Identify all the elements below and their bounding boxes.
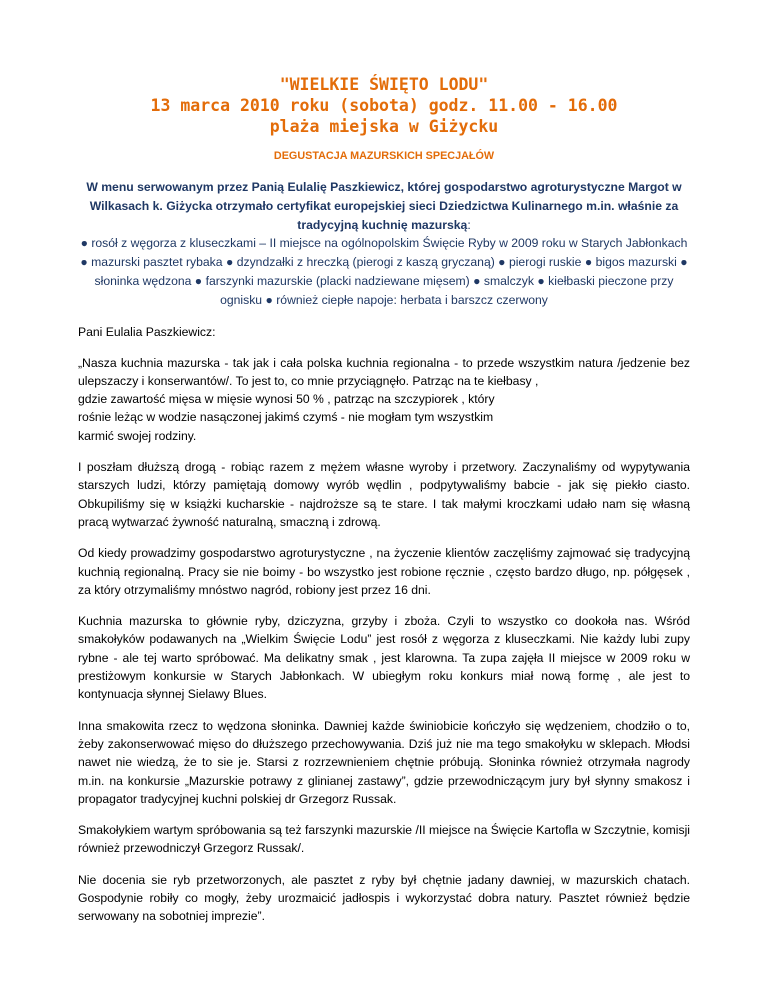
menu-item: dzyndzałki z hreczką (pierogi z kaszą gryczaną) (236, 255, 495, 270)
bullet-icon: ● (498, 255, 506, 270)
bullet-icon: ● (680, 255, 688, 270)
menu-item: smalczyk (483, 273, 534, 288)
bullet-icon: ● (265, 292, 273, 307)
menu-item: rosół z węgorza z kluseczkami – II miejsce na ogólnopolskim Święcie Ryby w 2009 roku w Starych Jabłonkach (91, 236, 688, 251)
paragraph-3: Od kiedy prowadzimy gospodarstwo agroturystyczne , na życzenie klientów zaczęliśmy zajmować się tradycyjną kuchnią regionalną. Pracy sie nie boimy - bo wszystko jest robione ręcznie , często bardzo długo, np. półgęsek , za który otrzymaliśmy mnóstwo nagród, robiony jest przez 16 dni. (78, 546, 690, 597)
paragraph-5: Inna smakowita rzecz to wędzona słoninka. Dawniej każde świniobicie kończyło się wędzeniem, chodziło o to, żeby zakonserwować mięso do dłuższego przechowywania. Dziś już nie ma tego smakołyku w sklepach. Młodsi nawet nie wiedzą, że to sie je. Starsi z rozrzewnieniem chętnie próbują. Słoninka również otrzymała nagrody m.in. na konkursie „Mazurskie potrawy z glinianej zastawy”, gdzie przewodniczącym jury był słynny smakosz i propagator tradycyjnej kuchni polskiej dr Grzegorz Russak. (78, 718, 690, 806)
menu-item: również ciepłe napoje: herbata i barszcz czerwony (276, 292, 548, 307)
bullet-icon: ● (80, 236, 88, 251)
menu-intro (78, 178, 690, 234)
paragraph-1-line-2: gdzie zawartość mięsa w mięsie wynosi 50 % , patrząc na szczypiorek , który (78, 392, 495, 407)
event-location: plaża miejska w Giżycku (269, 117, 499, 136)
event-date-time: 13 marca 2010 roku (sobota) godz. 11.00 - 16.00 (150, 96, 618, 115)
menu-item: mazurski pasztet rybaka (91, 255, 223, 270)
bullet-icon: ● (537, 273, 545, 288)
paragraph-7: Nie docenia sie ryb przetworzonych, ale pasztet z ryby był chętnie jadany dawniej, w mazurskich chatach. Gospodynie robiły co mogły, żeby urozmaicić jadłospis i wykorzystać dobra natury. Pasztet również będzie serwowany na sobotniej imprezie”. (78, 872, 690, 924)
menu-item: farszynki mazurskie (placki nadziewane mięsem) (205, 273, 470, 288)
paragraph-1 (78, 354, 690, 445)
menu-intro-text: W menu serwowanym przez Panią Eulalię Paszkiewicz, której gospodarstwo agroturystyczne Margot w Wilkasach k. Giżycka otrzymało certyfikat europejskiej sieci Dziedzictwa Kulinarnego m.in. właśnie za tradycyjną kuchnię mazurską (86, 180, 682, 232)
paragraph-1-line-3: rośnie leżąc w wodzie nasączonej jakimś czymś - nie mogłam tym wszystkim (78, 410, 494, 425)
menu-items-list (78, 234, 690, 309)
paragraph-4: Kuchnia mazurska to głównie ryby, dziczyzna, grzyby i zboża. Czyli to wszystko co dookoła nas. Wśród smakołyków podawanych na „Wielkim Święcie Lodu” jest rosół z węgorza z kluseczkami. Nie każdy lubi zupy rybne - ale tej warto spróbować. Ma delikatny smak , jest klarowna. Ta zupa zajęła II miejsce w 2009 roku w prestiżowym konkursie w Starych Jabłonkach. W ubiegłym roku konkurs miał nową formę , ale jest to kontynuacja słynnej Sielawy Blues. (78, 614, 690, 702)
menu-item: pierogi ruskie (508, 255, 582, 270)
bullet-icon: ● (584, 255, 593, 270)
paragraph-6: Smakołykiem wartym spróbowania są też farszynki mazurskie /II miejsce na Święcie Kartofla w Szczytnie, komisji również przewodniczył Grzegorz Russak/. (78, 823, 690, 856)
paragraph-1-line-4: karmić swojej rodziny. (78, 428, 197, 443)
bullet-icon: ● (80, 255, 88, 270)
menu-item: kiełbaski pieczone przy ognisku (220, 273, 674, 307)
document-content (78, 74, 690, 926)
menu-intro-colon: : (467, 217, 471, 232)
menu-item: słoninka wędzona (94, 273, 192, 288)
event-title-block (78, 74, 690, 137)
paragraph-2: I poszłam dłuższą drogą - robiąc razem z mężem własne wyroby i przetwory. Zaczynaliśmy od wypytywania starszych ludzi, którzy pamiętają domowy wyrób wędlin , podpytywaliśmy babcie - jak się piekło ciasto. Obkupiliśmy się w książki kucharskie - najdroższe są te stare. I tak małymi kroczkami udało nam się własną pracą wytwarzać żywność naturalną, smaczną i zdrową. (78, 460, 690, 529)
bullet-icon: ● (473, 273, 481, 288)
bullet-icon: ● (194, 273, 203, 288)
bullet-icon: ● (225, 255, 234, 270)
menu-item: bigos mazurski (595, 255, 677, 270)
tasting-heading: DEGUSTACJA MAZURSKICH SPECJAŁÓW (273, 150, 495, 162)
speaker-label: Pani Eulalia Paszkiewicz: (78, 324, 216, 339)
event-title: "WIELKIE ŚWIĘTO LODU" (279, 75, 489, 94)
paragraph-1-line-1: „Nasza kuchnia mazurska - tak jak i cała polska kuchnia regionalna - to przede wszystkim natura /jedzenie bez ulepszaczy i konserwantów/. To jest to, co mnie przyciągnęło. Patrząc na te kiełbasy , (78, 355, 690, 388)
